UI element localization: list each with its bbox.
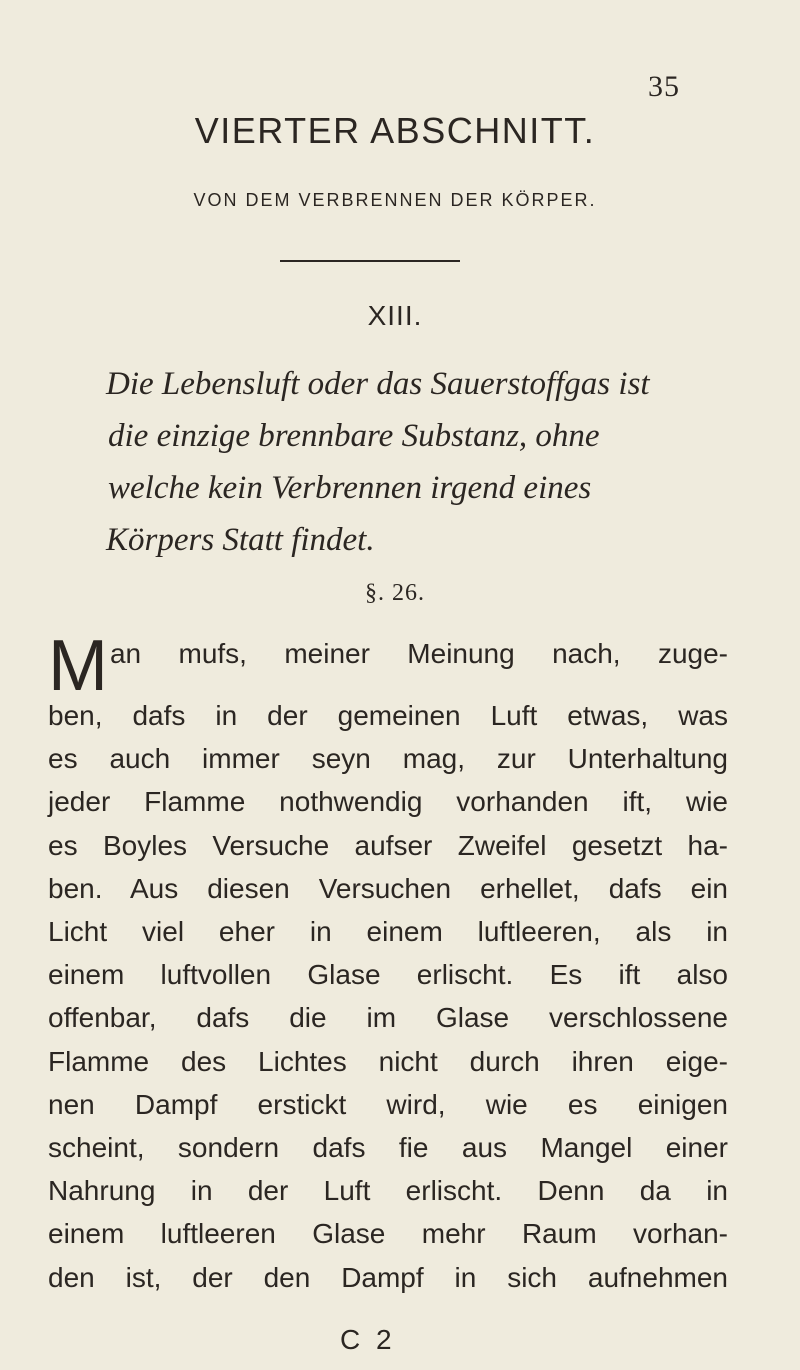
body-line: einem luftleeren Glase mehr Raum vorhan- (48, 1218, 728, 1250)
drop-cap: M (48, 626, 108, 706)
body-line: den ist, der den Dampf in sich aufnehmen (48, 1261, 728, 1293)
body-line: scheint, sondern dafs fie aus Mangel einer (48, 1132, 728, 1164)
printer-signature-mark: C 2 (340, 1324, 396, 1355)
body-line: es Boyles Versuche aufser Zweifel gesetzt ha- (48, 829, 728, 861)
thesis-line: Körpers Statt findet. (106, 522, 375, 558)
section-thesis (106, 358, 726, 566)
body-line: ben, dafs in der gemeinen Luft etwas, was (48, 700, 728, 731)
page-number: 35 (648, 70, 680, 103)
body-paragraph (48, 626, 728, 1299)
chapter-title: VIERTER ABSCHNITT. (194, 110, 596, 151)
body-line: offenbar, dafs die im Glase verschlossene (48, 1002, 728, 1034)
body-line: nen Dampf erstickt wird, wie es einigen (48, 1088, 728, 1120)
section-divider (280, 260, 460, 262)
body-line: jeder Flamme nothwendig vorhanden ift, wie (48, 786, 728, 818)
body-line: an mufs, meiner Meinung nach, zuge- (109, 638, 728, 669)
body-line: es auch immer seyn mag, zur Unterhaltung (48, 743, 728, 775)
body-line: Flamme des Lichtes nicht durch ihren eige- (48, 1045, 728, 1077)
thesis-line: Die Lebensluft oder das Sauerstoffgas ist (106, 366, 650, 402)
body-line: Nahrung in der Luft erlischt. Denn da in (48, 1175, 728, 1207)
thesis-line: welche kein Verbrennen irgend eines (108, 470, 592, 506)
body-line: einem luftvollen Glase erlischt. Es ift also (48, 959, 728, 991)
body-line: Licht viel eher in einem luftleeren, als in (48, 916, 728, 948)
paragraph-number: §. 26. (365, 580, 425, 606)
section-numeral: XIII. (367, 300, 423, 331)
thesis-line: die einzige brennbare Substanz, ohne (108, 418, 600, 454)
body-line: ben. Aus diesen Versuchen erhellet, dafs ein (48, 872, 728, 904)
chapter-subtitle: VON DEM VERBRENNEN DER KÖRPER. (193, 190, 597, 210)
